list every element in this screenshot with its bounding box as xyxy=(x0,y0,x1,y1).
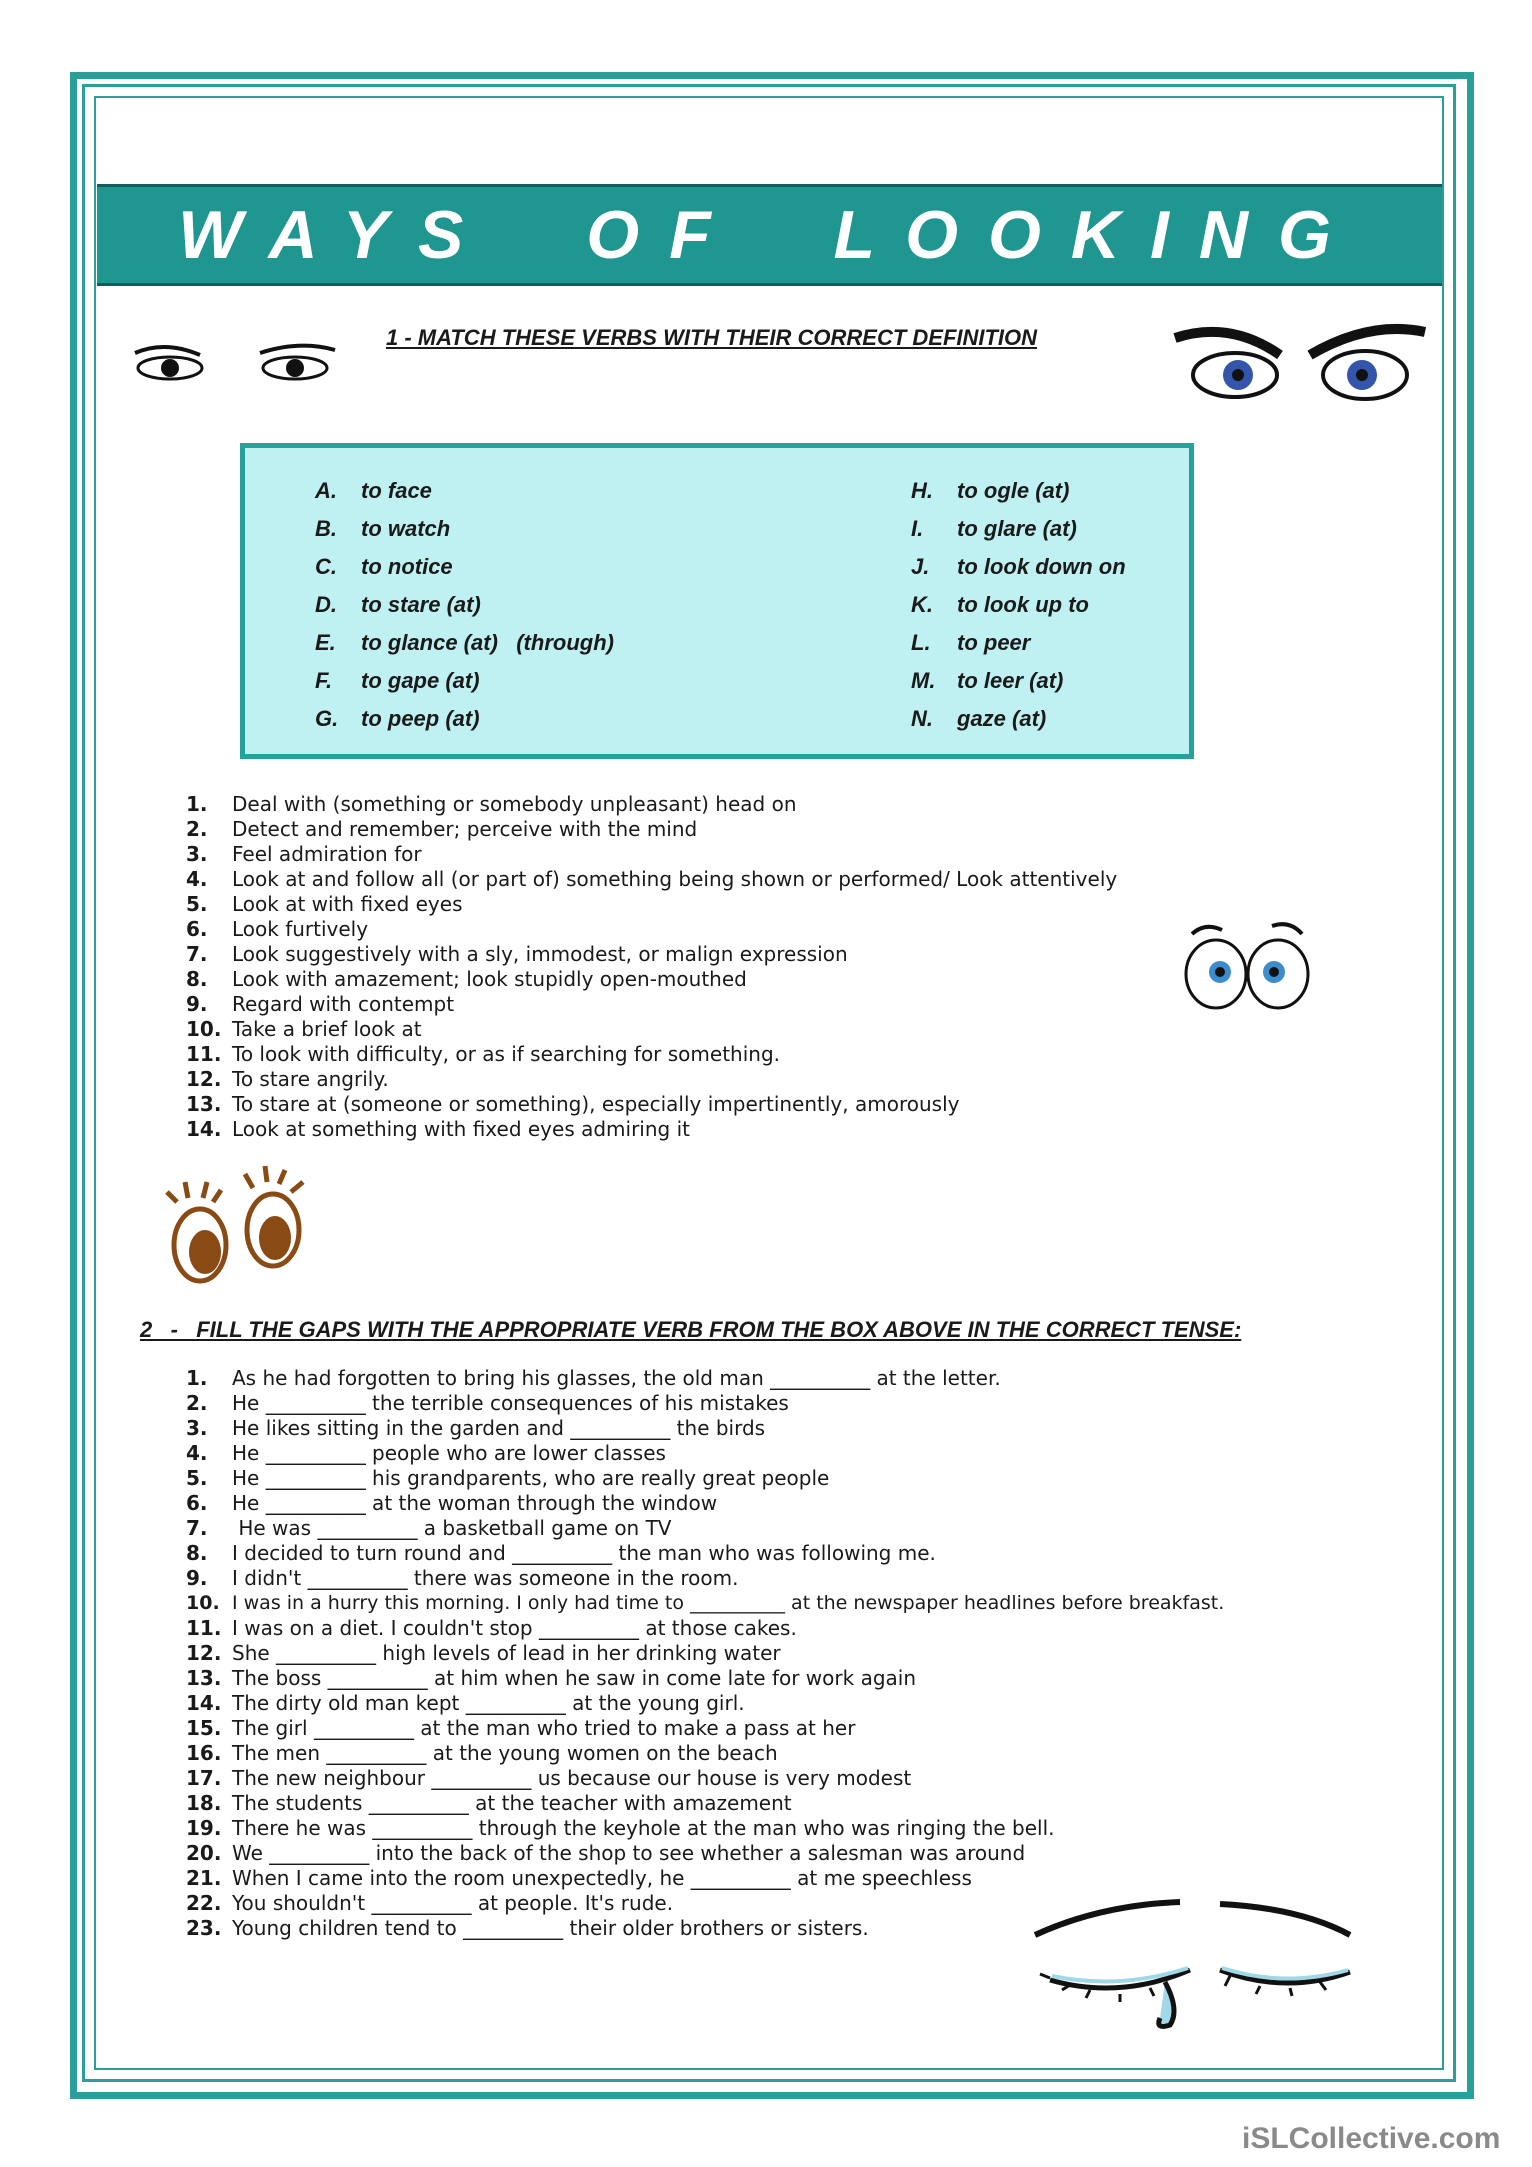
list-item: 6. He __________ at the woman through the window xyxy=(186,1491,718,1515)
angry-eyes-icon xyxy=(1170,320,1430,420)
page-title: WAYS OF LOOKING xyxy=(178,197,1361,273)
list-item: 9. I didn't __________ there was someone in the room. xyxy=(186,1566,739,1590)
verb-item: H. to ogle (at) xyxy=(911,478,1070,503)
list-item: 7. Look suggestively with a sly, immodest, or malign expression xyxy=(186,942,848,966)
list-item: 12. To stare angrily. xyxy=(186,1067,389,1091)
list-item: 4. Look at and follow all (or part of) something being shown or performed/ Look attentively xyxy=(186,867,1118,891)
list-item: 4. He __________ people who are lower classes xyxy=(186,1441,666,1465)
list-item: 2. He __________ the terrible consequences of his mistakes xyxy=(186,1391,789,1415)
list-item: 1. As he had forgotten to bring his glasses, the old man __________ at the letter. xyxy=(186,1366,1001,1390)
verb-item: E. to glance (at) (through) xyxy=(315,630,614,655)
list-item: 15. The girl __________ at the man who tried to make a pass at her xyxy=(186,1716,856,1740)
list-item: 11. To look with difficulty, or as if searching for something. xyxy=(186,1042,781,1066)
round-eyes-icon xyxy=(1180,912,1320,1012)
list-item: 6. Look furtively xyxy=(186,917,369,941)
section1-heading: 1 - MATCH THESE VERBS WITH THEIR CORRECT DEFINITION xyxy=(386,325,1038,350)
list-item: 5. He __________ his grandparents, who are really great people xyxy=(186,1466,830,1490)
verb-item: D. to stare (at) xyxy=(315,592,481,617)
verb-item: F. to gape (at) xyxy=(315,668,480,693)
list-item: 10. Take a brief look at xyxy=(186,1017,422,1041)
verb-item: L. to peer xyxy=(911,630,1031,655)
crying-eyes-icon xyxy=(1030,1890,1360,2040)
verb-item: M. to leer (at) xyxy=(911,668,1064,693)
list-item: 11. I was on a diet. I couldn't stop __________ at those cakes. xyxy=(186,1616,797,1640)
verb-item: A. to face xyxy=(315,478,432,503)
verb-item: C. to notice xyxy=(315,554,453,579)
section2-heading: 2 - FILL THE GAPS WITH THE APPROPRIATE VERB FROM THE BOX ABOVE IN THE CORRECT TENSE: xyxy=(140,1317,1242,1342)
list-item: 13. The boss __________ at him when he saw in come late for work again xyxy=(186,1666,917,1690)
small-eyes-icon xyxy=(130,335,350,395)
list-item: 21. When I came into the room unexpectedly, he __________ at me speechless xyxy=(186,1866,972,1890)
list-item: 3. He likes sitting in the garden and __________ the birds xyxy=(186,1416,766,1440)
watermark: iSLCollective.com xyxy=(1242,2122,1501,2155)
list-item: 8. Look with amazement; look stupidly open-mouthed xyxy=(186,967,747,991)
list-item: 10. I was in a hurry this morning. I only had time to __________ at the newspaper headlines before breakfast. xyxy=(186,1592,1225,1614)
verb-box xyxy=(240,443,1194,759)
verb-item: B. to watch xyxy=(315,516,451,541)
list-item: 9. Regard with contempt xyxy=(186,992,455,1016)
list-item: 5. Look at with fixed eyes xyxy=(186,892,463,916)
list-item: 8. I decided to turn round and __________ the man who was following me. xyxy=(186,1541,936,1565)
surprised-eyes-icon xyxy=(155,1160,315,1290)
list-item: 16. The men __________ at the young women on the beach xyxy=(186,1741,778,1765)
list-item: 17. The new neighbour __________ us because our house is very modest xyxy=(186,1766,912,1790)
list-item: 7. He was __________ a basketball game on TV xyxy=(186,1516,672,1540)
list-item: 23. Young children tend to __________ their older brothers or sisters. xyxy=(186,1916,869,1940)
list-item: 3. Feel admiration for xyxy=(186,842,422,866)
list-item: 18. The students __________ at the teacher with amazement xyxy=(186,1791,792,1815)
list-item: 1. Deal with (something or somebody unpleasant) head on xyxy=(186,792,797,816)
list-item: 20. We __________ into the back of the shop to see whether a salesman was around xyxy=(186,1841,1026,1865)
verb-item: I. to glare (at) xyxy=(911,516,1077,541)
list-item: 19. There he was __________ through the keyhole at the man who was ringing the bell. xyxy=(186,1816,1055,1840)
verb-item: N. gaze (at) xyxy=(911,706,1047,731)
verb-item: K. to look up to xyxy=(911,592,1089,617)
verb-item: G. to peep (at) xyxy=(315,706,480,731)
list-item: 2. Detect and remember; perceive with the mind xyxy=(186,817,698,841)
list-item: 14. The dirty old man kept __________ at the young girl. xyxy=(186,1691,745,1715)
title-banner xyxy=(97,184,1442,286)
verb-item: J. to look down on xyxy=(911,554,1126,579)
list-item: 13. To stare at (someone or something), especially impertinently, amorously xyxy=(186,1092,960,1116)
list-item: 14. Look at something with fixed eyes admiring it xyxy=(186,1117,690,1141)
list-item: 12. She __________ high levels of lead in her drinking water xyxy=(186,1641,781,1665)
list-item: 22. You shouldn't __________ at people. It's rude. xyxy=(186,1891,674,1915)
